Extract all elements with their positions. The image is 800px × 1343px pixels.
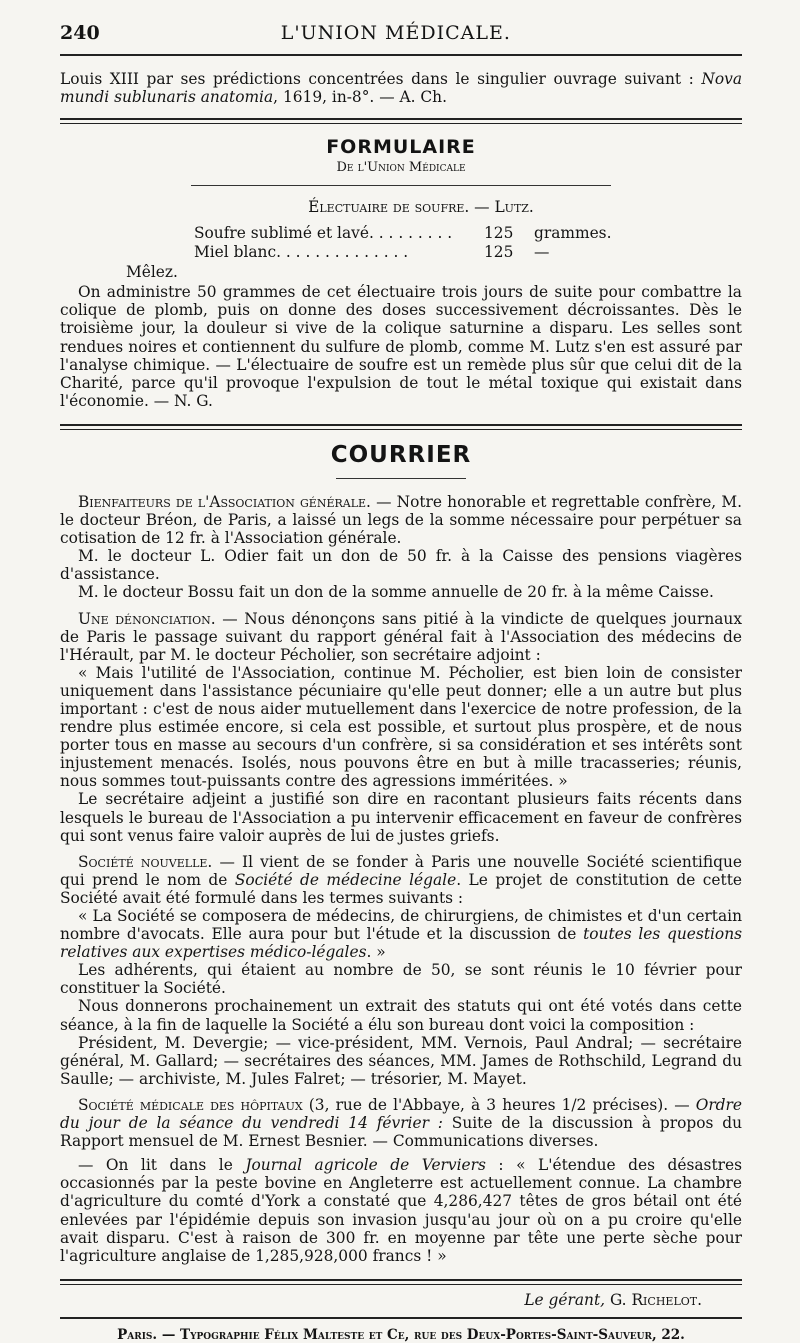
- courrier-rule: [336, 478, 466, 479]
- section-divider: [60, 118, 742, 124]
- footer-rule: [60, 1317, 742, 1319]
- adherents-paragraph: Les adhérents, qui étaient au nombre de 50, se sont réunis le 10 février pour constituer la Société.: [60, 961, 742, 998]
- courrier-title: COURRIER: [330, 441, 472, 468]
- formulaire-title: FORMULAIRE: [326, 136, 476, 159]
- running-head: [60, 22, 742, 52]
- ingredient-unit: —: [534, 243, 550, 262]
- page-number: 240: [60, 22, 100, 44]
- ingredient-qty: 125: [484, 224, 514, 243]
- gerant-line: [60, 1291, 742, 1309]
- printer-line: Paris. — Typographie Félix Malteste et Ce, rue des Deux-Portes-Saint-Sauveur, 22.: [117, 1326, 685, 1343]
- ingredient-name: Soufre sublimé et lavé. . . . . . . . .: [194, 224, 453, 243]
- recipe-title: Électuaire de soufre. — Lutz.: [308, 198, 534, 217]
- hopitaux-paragraph: Société médicale des hôpitaux (3, rue de l'Abbaye, à 3 heures 1/2 précises). — Ordre du jour de la séance du vendredi 14 février : Suite de la discussion à propos du Rapport mensuel de M. Ernest Besnier. — Communications diverses.: [60, 1095, 742, 1151]
- bureau-paragraph: Président, M. Devergie; — vice-président, MM. Vernois, Paul Andral; — secrétaire général, M. Gallard; — secrétaires des séances, MM. James de Rothschild, Legrand du Saulle; — archiviste, M. Jules Falret; — trésorier, M. Mayet.: [60, 1033, 742, 1088]
- gerant-name: G. Richelot.: [609, 1290, 702, 1309]
- statuts-paragraph: Nous donnerons prochainement un extrait des statuts qui ont été votés dans cette séance, à la fin de laquelle la Société a élu son bureau dont voici la composition :: [60, 997, 742, 1034]
- denonciation-paragraph: Une dénonciation. — Nous dénonçons sans pitié à la vindicte de quelques journaux de Paris le passage suivant du rapport général fait à l'Association des médecins de l'Hérault, par M. le docteur Pécholier, son secrétaire adjoint :: [60, 609, 742, 664]
- formulaire-rule: [191, 185, 611, 186]
- bienfaiteurs-paragraph: Bienfaiteurs de l'Association générale. — Notre honorable et regrettable confrère, M. le docteur Bréon, de Paris, a laissé un legs de la somme nécessaire pour perpétuer sa cotisation de 12 fr. à l'Association générale.: [60, 492, 743, 548]
- section-divider: [60, 424, 742, 430]
- ingredient-row: [194, 224, 742, 243]
- recipe-ingredients: [194, 224, 742, 262]
- ingredient-name: Miel blanc. . . . . . . . . . . . . .: [194, 243, 409, 262]
- bossu-paragraph: M. le docteur Bossu fait un don de la somme annuelle de 20 fr. à la même Caisse.: [78, 583, 714, 602]
- journal-title: L'UNION MÉDICALE.: [280, 22, 511, 44]
- formulaire-text: On administre 50 grammes de cet électuaire trois jours de suite pour combattre la colique de plomb, puis on donne des doses successivement décroissantes. Dès le troisième jour, la douleur si vive de la colique saturnine a disparu. Les selles sont rendues noires et contiennent du sulfure de plomb, comme M. Lutz s'en est assuré par l'analyse chimique. — L'électuaire de soufre est un remède plus sûr que celui dit de la Charité, parce qu'il provoque l'expulsion de tout le métal toxique qui existait dans l'économie. — N. G.: [60, 283, 742, 410]
- verviers-paragraph: — On lit dans le Journal agricole de Verviers : « L'étendue des désastres occasionnés par la peste bovine en Angleterre est actuellement connue. La chambre d'agriculture du comté d'York a constaté que 4,286,427 têtes de gros bétail ont été enlevées par l'épidémie depuis son invasion jusqu'au jour où on a pu croire qu'elle avait disparu. C'est à raison de 300 fr. en moyenne par tête une perte sèche pour l'agriculture anglaise de 1,285,928,000 francs ! »: [60, 1156, 742, 1265]
- odier-paragraph: M. le docteur L. Odier fait un don de 50 fr. à la Caisse des pensions viagères d'assistance.: [60, 547, 742, 584]
- formulaire-subtitle: De l'Union Médicale: [336, 160, 466, 176]
- secretaire-paragraph: Le secrétaire adjeint a justifié son dire en racontant plusieurs faits récents dans lesquels le bureau de l'Association a pu intervenir efficacement en faveur de confrères qui sont venus faire valoir auprès de lui de justes griefs.: [60, 790, 742, 845]
- societe-paragraph: Société nouvelle. — Il vient de se fonder à Paris une nouvelle Société scientifique qui prend le nom de Société de médecine légale. Le projet de constitution de cette Société avait été formulé dans les termes suivants :: [60, 852, 742, 907]
- ingredient-qty: 125: [484, 243, 514, 262]
- societe-quote: « La Société se composera de médecins, de chirurgiens, de chimistes et d'un certain nombre d'avocats. Elle aura pour but l'étude et la discussion de toutes les questions relatives aux expertises médico-légales. »: [60, 907, 743, 962]
- ingredient-row: [194, 243, 742, 262]
- intro-paragraph: Louis XIII par ses prédictions concentrées dans le singulier ouvrage suivant : Nova mundi sublunaris anatomia, 1619, in-8°. — A. Ch.: [60, 70, 742, 107]
- pecholier-quote: « Mais l'utilité de l'Association, continue M. Pécholier, est bien loin de consister uniquement dans l'assistance pécuniaire qu'elle peut donner; elle a un autre but plus important : c'est de nous aider mutuellement dans l'exercice de notre profession, de la rendre plus estimée encore, si cela est possible, et surtout plus prospère, et de nous porter tous en masse au secours d'un confrère, si sa considération et ses intérêts sont injustement menacés. Isolés, nous pouvons être en but à mille tracasseries; réunis, nous sommes tout-puissants contre des agressions imméritées. »: [60, 663, 742, 791]
- ingredient-unit: grammes.: [534, 224, 612, 243]
- footer-divider: [60, 1279, 742, 1285]
- gerant-label: Le gérant,: [524, 1290, 606, 1309]
- header-rule: [60, 54, 742, 56]
- recipe-mix: Mêlez.: [126, 263, 178, 282]
